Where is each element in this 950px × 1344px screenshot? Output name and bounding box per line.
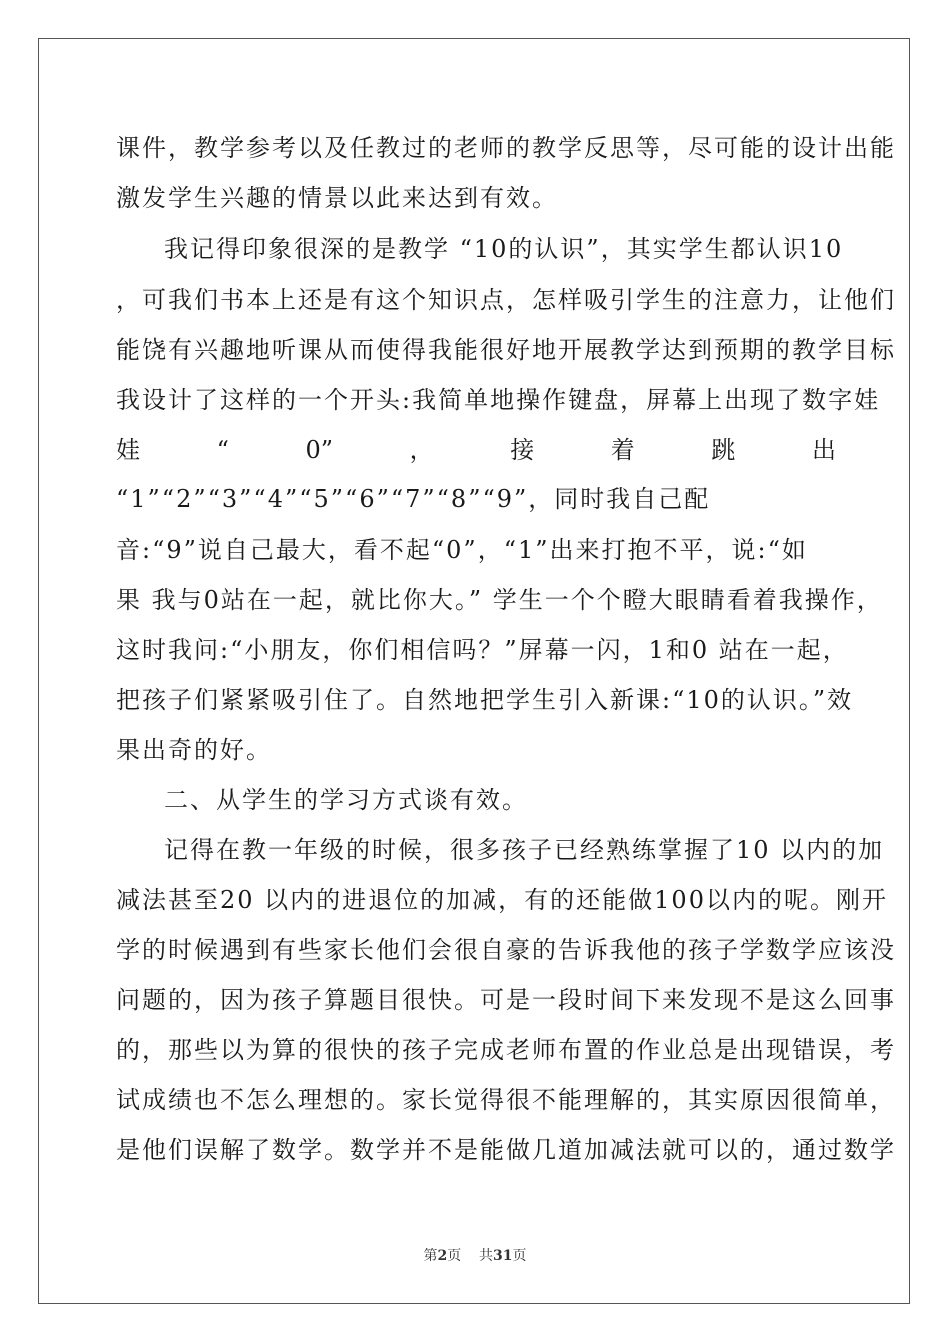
text-line: 问题的，因为孩子算题目很快。可是一段时间下来发现不是这么回事 [116,986,896,1014]
spread-text-line [116,433,836,467]
text-line: “1”“2”“3”“4”“5”“6”“7”“8”“9”，同时我自己配 [116,485,711,513]
text-token: 娃 [116,436,140,464]
text-line: 音:“9”说自己最大，看不起“0”，“1”出来打抱不平，说:“如 [116,536,808,564]
text-token: 出 [811,436,836,464]
text-token: 0” [305,436,334,464]
page-footer [0,1246,950,1266]
text-token: 着 [610,436,635,464]
text-line: 我记得印象很深的是教学 “10的认识”，其实学生都认识10 [164,235,844,263]
page-suffix: 页 [447,1248,462,1264]
text-line: 这时我问:“小朋友，你们相信吗？”屏幕一闪，1和0 站在一起， [116,636,849,664]
text-line: 能饶有兴趣地听课从而使得我能很好地开展教学达到预期的教学目标 [116,336,896,364]
page-prefix: 第 [423,1248,438,1264]
text-line: 我设计了这样的一个开头:我简单地操作键盘，屏幕上出现了数字娃 [116,386,881,414]
text-line: 果 我与0站在一起，就比你大。” 学生一个个瞪大眼睛看着我操作， [116,586,883,614]
text-token: ， [409,436,434,464]
text-line: ，可我们书本上还是有这个知识点，怎样吸引学生的注意力，让他们 [116,286,896,314]
text-line: 学的时候遇到有些家长他们会很自豪的告诉我他的孩子学数学应该没 [116,936,896,964]
text-line: 课件，教学参考以及任教过的老师的教学反思等，尽可能的设计出能 [116,134,896,162]
text-line: 是他们误解了数学。数学并不是能做几道加减法就可以的，通过数学 [116,1136,896,1164]
text-token: 接 [510,436,535,464]
total-suffix: 页 [512,1248,527,1264]
text-line: 记得在教一年级的时候，很多孩子已经熟练掌握了10 以内的加 [164,836,885,864]
text-line: 果出奇的好。 [116,736,272,764]
text-line: 试成绩也不怎么理想的。家长觉得很不能理解的，其实原因很简单， [116,1086,896,1114]
total-pages: 31 [493,1248,513,1264]
text-line: 把孩子们紧紧吸引住了。自然地把学生引入新课:“10的认识。”效 [116,686,854,714]
section-heading: 二、从学生的学习方式谈有效。 [164,786,528,814]
total-prefix: 共 [479,1248,494,1264]
text-line: 的，那些以为算的很快的孩子完成老师布置的作业总是出现错误，考 [116,1036,896,1064]
text-token: “ [216,436,229,464]
page-number: 2 [437,1248,448,1264]
text-line: 减法甚至20 以内的进退位的加减，有的还能做100以内的呢。刚开 [116,886,888,914]
text-token: 跳 [711,436,736,464]
text-line: 激发学生兴趣的情景以此来达到有效。 [116,184,558,212]
